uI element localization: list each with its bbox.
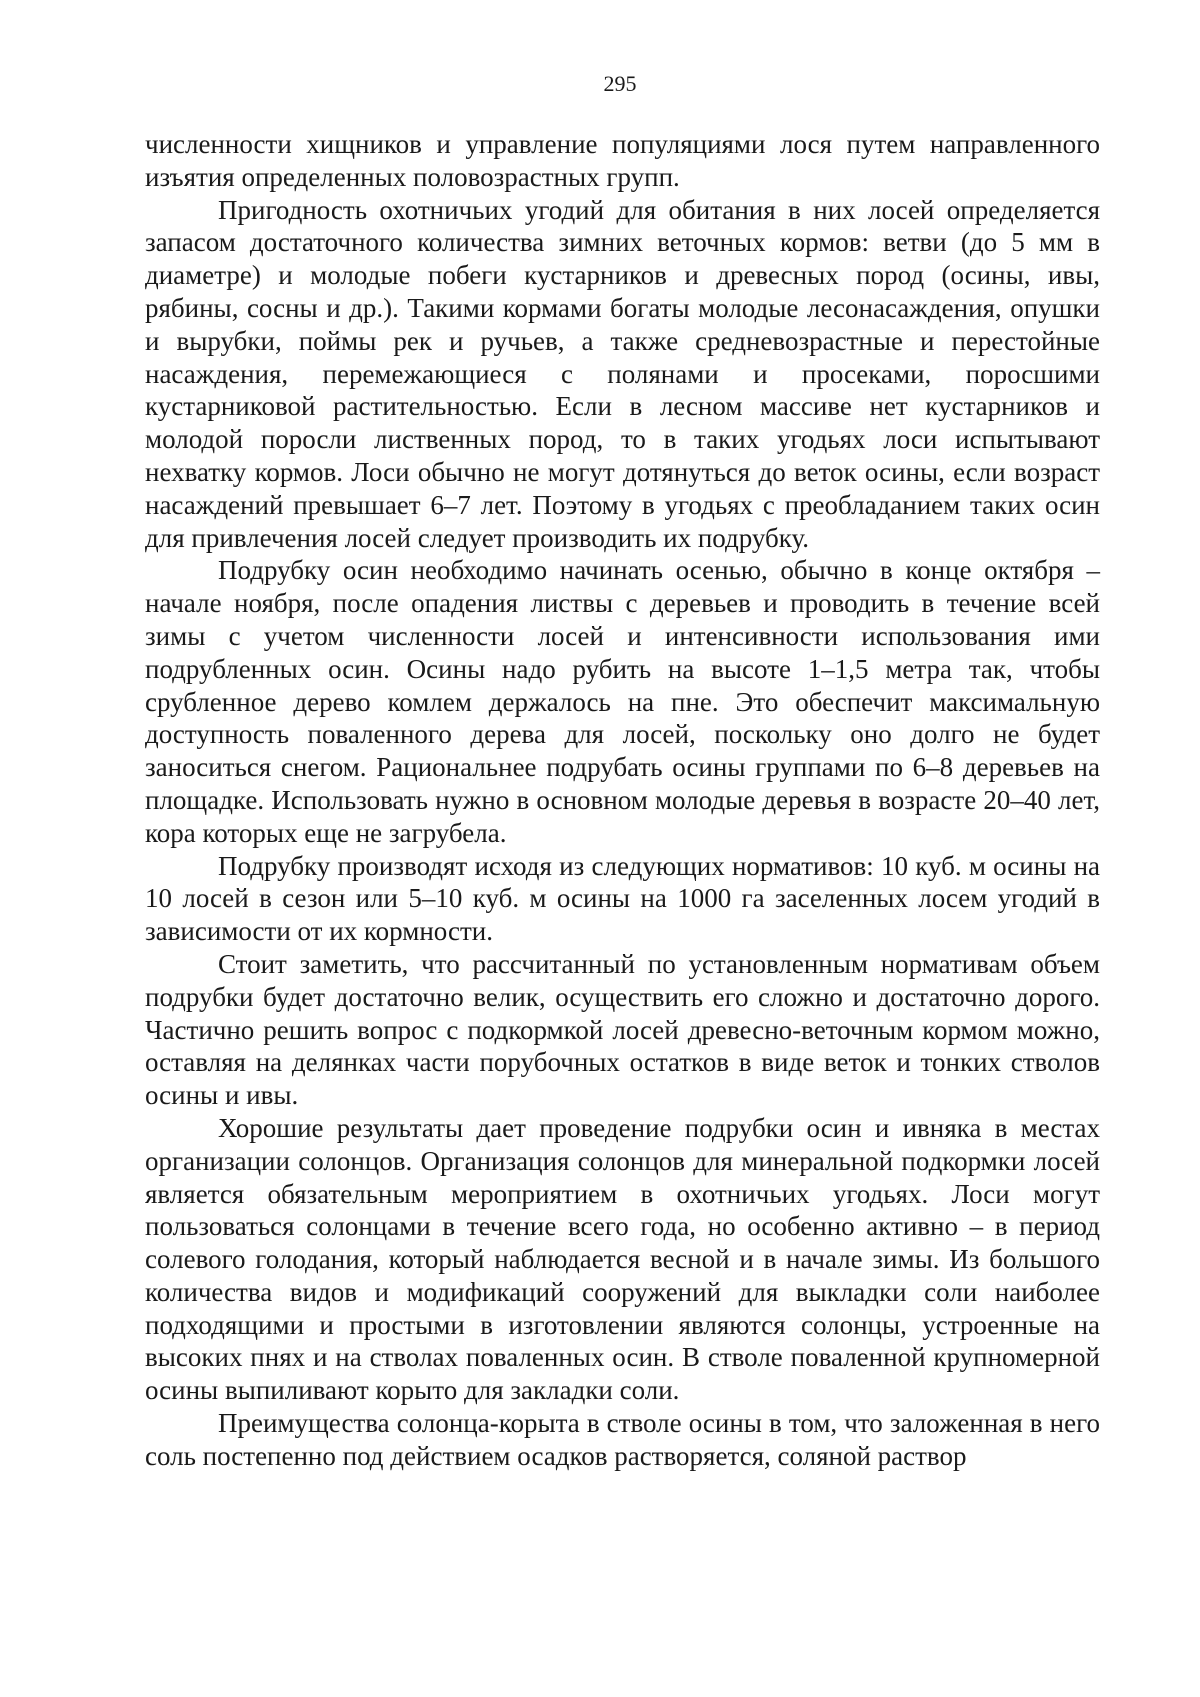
paragraph-felling-volume: Стоит заметить, что рассчитанный по установленным нормативам объем подрубки будет достаточно велик, осуществить его сложно и достаточно дорого. Частично решить вопрос с подкормкой лосей древесно-веточным кормом можно, оставляя на делянках части порубочных остатков в виде веток и тонких стволов осины и ивы.: [145, 948, 1100, 1111]
paragraph-aspen-felling-timing: Подрубку осин необходимо начинать осенью, обычно в конце октября – начале ноября, после опадения листвы с деревьев и проводить в течение всей зимы с учетом численности лосей и интенсивности использования ими подрубленных осин. Осины надо рубить на высоте 1–1,5 метра так, чтобы срубленное дерево комлем держалось на пне. Это обеспечит максимальную доступность поваленного дерева для лосей, поскольку оно долго не будет заноситься снегом. Рациональнее подрубать осины группами по 6–8 деревьев на площадке. Использовать нужно в основном молодые деревья в возрасте 20–40 лет, кора которых еще не загрубела.: [145, 555, 1100, 848]
paragraph-salt-licks: Хорошие результаты дает проведение подрубки осин и ивняка в местах организации солонцов. Организация солонцов для минеральной подкормки лосей является обязательным мероприятием в охотничьих угодьях. Лоси могут пользоваться солонцами в течение всего года, но особенно активно – в период солевого голодания, который наблюдается весной и в начале зимы. Из большого количества видов и модификаций сооружений для выкладки соли наиболее подходящими и простыми в изготовлении являются солонцы, устроенные на высоких пнях и на стволах поваленных осин. В стволе поваленной крупномерной осины выпиливают корыто для закладки соли.: [145, 1112, 1100, 1406]
paragraph-felling-norms: Подрубку производят исходя из следующих нормативов: 10 куб. м осины на 10 лосей в сезон или 5–10 куб. м осины на 1000 га заселенных лосем угодий в зависимости от их кормности.: [145, 850, 1100, 947]
text-body: [145, 128, 1100, 1473]
paragraph-habitat-suitability: Пригодность охотничьих угодий для обитания в них лосей определяется запасом достаточного количества зимних веточных кормов: ветви (до 5 мм в диаметре) и молодые побеги кустарников и древесных пород (осины, ивы, рябины, сосны и др.). Такими кормами богаты молодые лесонасаждения, опушки и вырубки, поймы рек и ручьев, а также средневозрастные и перестойные насаждения, перемежающиеся с полянами и просеками, поросшими кустарниковой растительностью. Если в лесном массиве нет кустарников и молодой поросли лиственных пород, то в таких угодьях лоси испытывают нехватку кормов. Лоси обычно не могут дотянуться до веток осины, если возраст насаждений превышает 6–7 лет. Поэтому в угодьях с преобладанием таких осин для привлечения лосей следует производить их подрубку.: [145, 194, 1100, 553]
paragraph-continuation: численности хищников и управление популяциями лося путем направленного изъятия определенных половозрастных групп.: [145, 129, 1100, 192]
page-number: 295: [603, 71, 637, 96]
paragraph-salt-trough: Преимущества солонца-корыта в стволе осины в том, что заложенная в него соль постепенно под действием осадков растворяется, соляной раствор: [145, 1408, 1100, 1471]
